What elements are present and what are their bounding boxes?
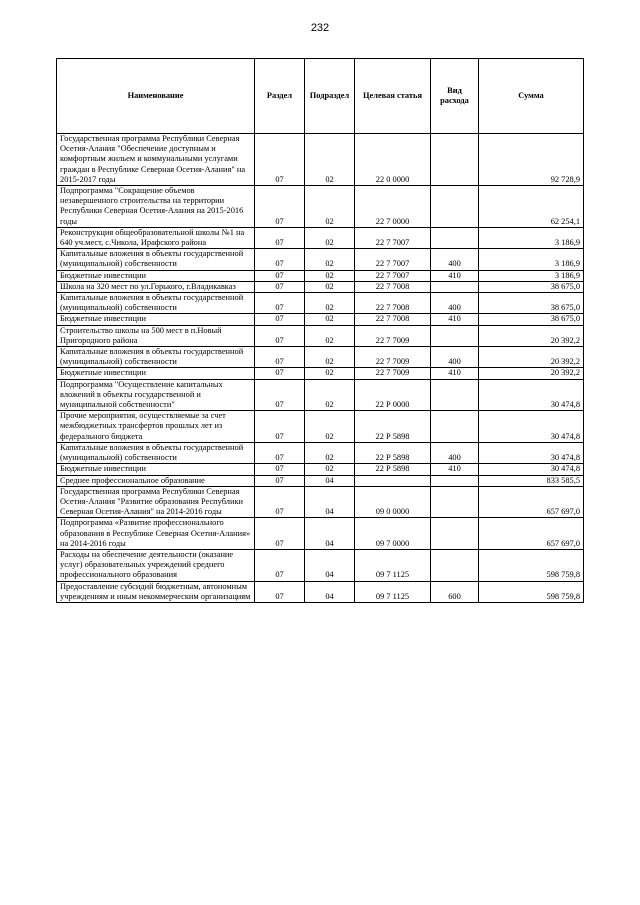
cell-target: 22 7 7008 xyxy=(355,281,431,292)
cell-section: 07 xyxy=(255,134,305,186)
cell-expense xyxy=(431,134,479,186)
cell-subsection: 02 xyxy=(305,314,355,325)
table-row xyxy=(57,442,584,463)
cell-expense xyxy=(431,486,479,518)
table-row xyxy=(57,549,584,581)
cell-target xyxy=(355,475,431,486)
cell-expense xyxy=(431,227,479,248)
table-row xyxy=(57,475,584,486)
cell-target: 22 7 7008 xyxy=(355,314,431,325)
cell-section: 07 xyxy=(255,186,305,228)
cell-subsection: 02 xyxy=(305,270,355,281)
cell-name: Бюджетные инвестиции xyxy=(57,314,255,325)
page-number: 232 xyxy=(310,22,330,34)
table-row xyxy=(57,464,584,475)
cell-subsection: 04 xyxy=(305,549,355,581)
cell-sum: 20 392,2 xyxy=(479,325,584,346)
cell-target: 09 7 0000 xyxy=(355,518,431,550)
header-expense: Вид расхода xyxy=(431,59,479,134)
table-row xyxy=(57,368,584,379)
cell-subsection: 02 xyxy=(305,281,355,292)
cell-section: 07 xyxy=(255,347,305,368)
cell-sum: 20 392,2 xyxy=(479,368,584,379)
cell-sum: 38 675,0 xyxy=(479,293,584,314)
cell-name: Бюджетные инвестиции xyxy=(57,464,255,475)
cell-section: 07 xyxy=(255,314,305,325)
cell-name: Реконструкция общеобразовательной школы №1 на 640 уч.мест, с.Чикола, Ирафского района xyxy=(57,227,255,248)
cell-expense xyxy=(431,379,479,411)
cell-subsection: 04 xyxy=(305,581,355,602)
cell-section: 07 xyxy=(255,368,305,379)
cell-subsection: 02 xyxy=(305,325,355,346)
cell-target: 09 0 0000 xyxy=(355,486,431,518)
cell-expense: 410 xyxy=(431,368,479,379)
cell-subsection: 04 xyxy=(305,475,355,486)
cell-subsection: 02 xyxy=(305,347,355,368)
cell-expense: 400 xyxy=(431,347,479,368)
cell-subsection: 02 xyxy=(305,464,355,475)
cell-subsection: 02 xyxy=(305,227,355,248)
cell-expense xyxy=(431,518,479,550)
cell-target: 22 7 7009 xyxy=(355,368,431,379)
cell-sum: 20 392,2 xyxy=(479,347,584,368)
cell-sum: 598 759,8 xyxy=(479,549,584,581)
cell-name: Предоставление субсидий бюджетным, автономным учреждениям и иным некоммерческим организациям xyxy=(57,581,255,602)
table-row xyxy=(57,293,584,314)
cell-name: Школа на 320 мест по ул.Горького, г.Владикавказ xyxy=(57,281,255,292)
cell-expense xyxy=(431,475,479,486)
cell-sum: 92 728,9 xyxy=(479,134,584,186)
cell-name: Государственная программа Республики Северная Осетия-Алания "Обеспечение доступным и комфортным жильем и коммунальными услугами граждан в Республике Северная Осетия-Алания" на 2015-2017 годы xyxy=(57,134,255,186)
cell-name: Строительство школы на 500 мест в п.Новый Пригородного района xyxy=(57,325,255,346)
cell-expense: 410 xyxy=(431,464,479,475)
cell-target: 22 7 7009 xyxy=(355,325,431,346)
cell-name: Расходы на обеспечение деятельности (оказание услуг) образовательных учреждений среднего профессионального образования xyxy=(57,549,255,581)
cell-target: 22 0 0000 xyxy=(355,134,431,186)
cell-subsection: 04 xyxy=(305,486,355,518)
cell-expense xyxy=(431,411,479,443)
cell-section: 07 xyxy=(255,379,305,411)
cell-target: 22 7 7007 xyxy=(355,270,431,281)
cell-name: Среднее профессиональное образование xyxy=(57,475,255,486)
cell-section: 07 xyxy=(255,549,305,581)
cell-expense: 400 xyxy=(431,293,479,314)
cell-subsection: 02 xyxy=(305,411,355,443)
header-name: Наименование xyxy=(57,59,255,134)
table-row xyxy=(57,411,584,443)
table-row xyxy=(57,270,584,281)
cell-sum: 3 186,9 xyxy=(479,227,584,248)
cell-name: Подпрограмма "Сокращение объемов незавершенного строительства на территории Республики Северная Осетия-Алания на 2015-2016 годы xyxy=(57,186,255,228)
cell-target: 22 Р 0000 xyxy=(355,379,431,411)
cell-section: 07 xyxy=(255,293,305,314)
cell-sum: 30 474,8 xyxy=(479,442,584,463)
cell-target: 22 7 0000 xyxy=(355,186,431,228)
cell-section: 07 xyxy=(255,281,305,292)
cell-expense: 410 xyxy=(431,270,479,281)
cell-section: 07 xyxy=(255,581,305,602)
cell-sum: 38 675,0 xyxy=(479,314,584,325)
header-section: Раздел xyxy=(255,59,305,134)
header-target: Целевая статья xyxy=(355,59,431,134)
cell-sum: 30 474,8 xyxy=(479,379,584,411)
cell-sum: 30 474,8 xyxy=(479,464,584,475)
cell-section: 07 xyxy=(255,518,305,550)
table-row xyxy=(57,249,584,270)
cell-expense xyxy=(431,281,479,292)
cell-name: Бюджетные инвестиции xyxy=(57,368,255,379)
budget-table-body xyxy=(57,134,584,603)
cell-subsection: 02 xyxy=(305,293,355,314)
cell-target: 09 7 1125 xyxy=(355,581,431,602)
cell-sum: 833 585,5 xyxy=(479,475,584,486)
cell-name: Бюджетные инвестиции xyxy=(57,270,255,281)
header-sum: Сумма xyxy=(479,59,584,134)
cell-expense xyxy=(431,186,479,228)
cell-section: 07 xyxy=(255,227,305,248)
table-row xyxy=(57,314,584,325)
budget-table xyxy=(56,58,584,603)
cell-sum: 38 675,0 xyxy=(479,281,584,292)
cell-section: 07 xyxy=(255,486,305,518)
cell-expense xyxy=(431,549,479,581)
cell-section: 07 xyxy=(255,475,305,486)
cell-name: Капитальные вложения в объекты государственной (муниципальной) собственности xyxy=(57,442,255,463)
cell-sum: 657 697,0 xyxy=(479,486,584,518)
cell-target: 22 Р 5898 xyxy=(355,411,431,443)
table-row xyxy=(57,518,584,550)
table-row xyxy=(57,325,584,346)
cell-name: Капитальные вложения в объекты государственной (муниципальной) собственности xyxy=(57,347,255,368)
cell-target: 22 7 7007 xyxy=(355,227,431,248)
table-row xyxy=(57,186,584,228)
cell-expense: 400 xyxy=(431,442,479,463)
cell-subsection: 02 xyxy=(305,442,355,463)
cell-target: 09 7 1125 xyxy=(355,549,431,581)
cell-target: 22 7 7008 xyxy=(355,293,431,314)
cell-name: Подпрограмма «Развитие профессионального образования в Республике Северная Осетия-Алания» на 2014-2016 годы xyxy=(57,518,255,550)
cell-target: 22 7 7009 xyxy=(355,347,431,368)
cell-section: 07 xyxy=(255,442,305,463)
cell-section: 07 xyxy=(255,411,305,443)
cell-subsection: 02 xyxy=(305,186,355,228)
cell-expense xyxy=(431,325,479,346)
cell-subsection: 02 xyxy=(305,134,355,186)
cell-sum: 657 697,0 xyxy=(479,518,584,550)
cell-section: 07 xyxy=(255,249,305,270)
header-subsection: Подраздел xyxy=(305,59,355,134)
cell-sum: 62 254,1 xyxy=(479,186,584,228)
cell-name: Государственная программа Республики Северная Осетия-Алания "Развитие образования Республики Северная Осетия-Алания" на 2014-2016 годы xyxy=(57,486,255,518)
cell-subsection: 02 xyxy=(305,368,355,379)
cell-name: Подпрограмма "Осуществление капитальных вложений в объекты государственной и муниципальной собственности" xyxy=(57,379,255,411)
table-row xyxy=(57,379,584,411)
cell-subsection: 02 xyxy=(305,379,355,411)
header-row xyxy=(57,59,584,134)
cell-sum: 598 759,8 xyxy=(479,581,584,602)
table-row xyxy=(57,347,584,368)
cell-name: Капитальные вложения в объекты государственной (муниципальной) собственности xyxy=(57,293,255,314)
cell-name: Прочие мероприятия, осуществляемые за счет межбюджетных трансфертов прошлых лет из федерального бюджета xyxy=(57,411,255,443)
cell-target: 22 Р 5898 xyxy=(355,464,431,475)
table-row xyxy=(57,134,584,186)
cell-sum: 3 186,9 xyxy=(479,249,584,270)
cell-expense: 410 xyxy=(431,314,479,325)
cell-expense: 600 xyxy=(431,581,479,602)
table-row xyxy=(57,227,584,248)
cell-subsection: 02 xyxy=(305,249,355,270)
cell-subsection: 04 xyxy=(305,518,355,550)
table-row xyxy=(57,486,584,518)
table-row xyxy=(57,581,584,602)
cell-section: 07 xyxy=(255,464,305,475)
table-row xyxy=(57,281,584,292)
cell-sum: 30 474,8 xyxy=(479,411,584,443)
cell-sum: 3 186,9 xyxy=(479,270,584,281)
cell-name: Капитальные вложения в объекты государственной (муниципальной) собственности xyxy=(57,249,255,270)
cell-expense: 400 xyxy=(431,249,479,270)
cell-section: 07 xyxy=(255,270,305,281)
cell-target: 22 Р 5898 xyxy=(355,442,431,463)
cell-target: 22 7 7007 xyxy=(355,249,431,270)
cell-section: 07 xyxy=(255,325,305,346)
